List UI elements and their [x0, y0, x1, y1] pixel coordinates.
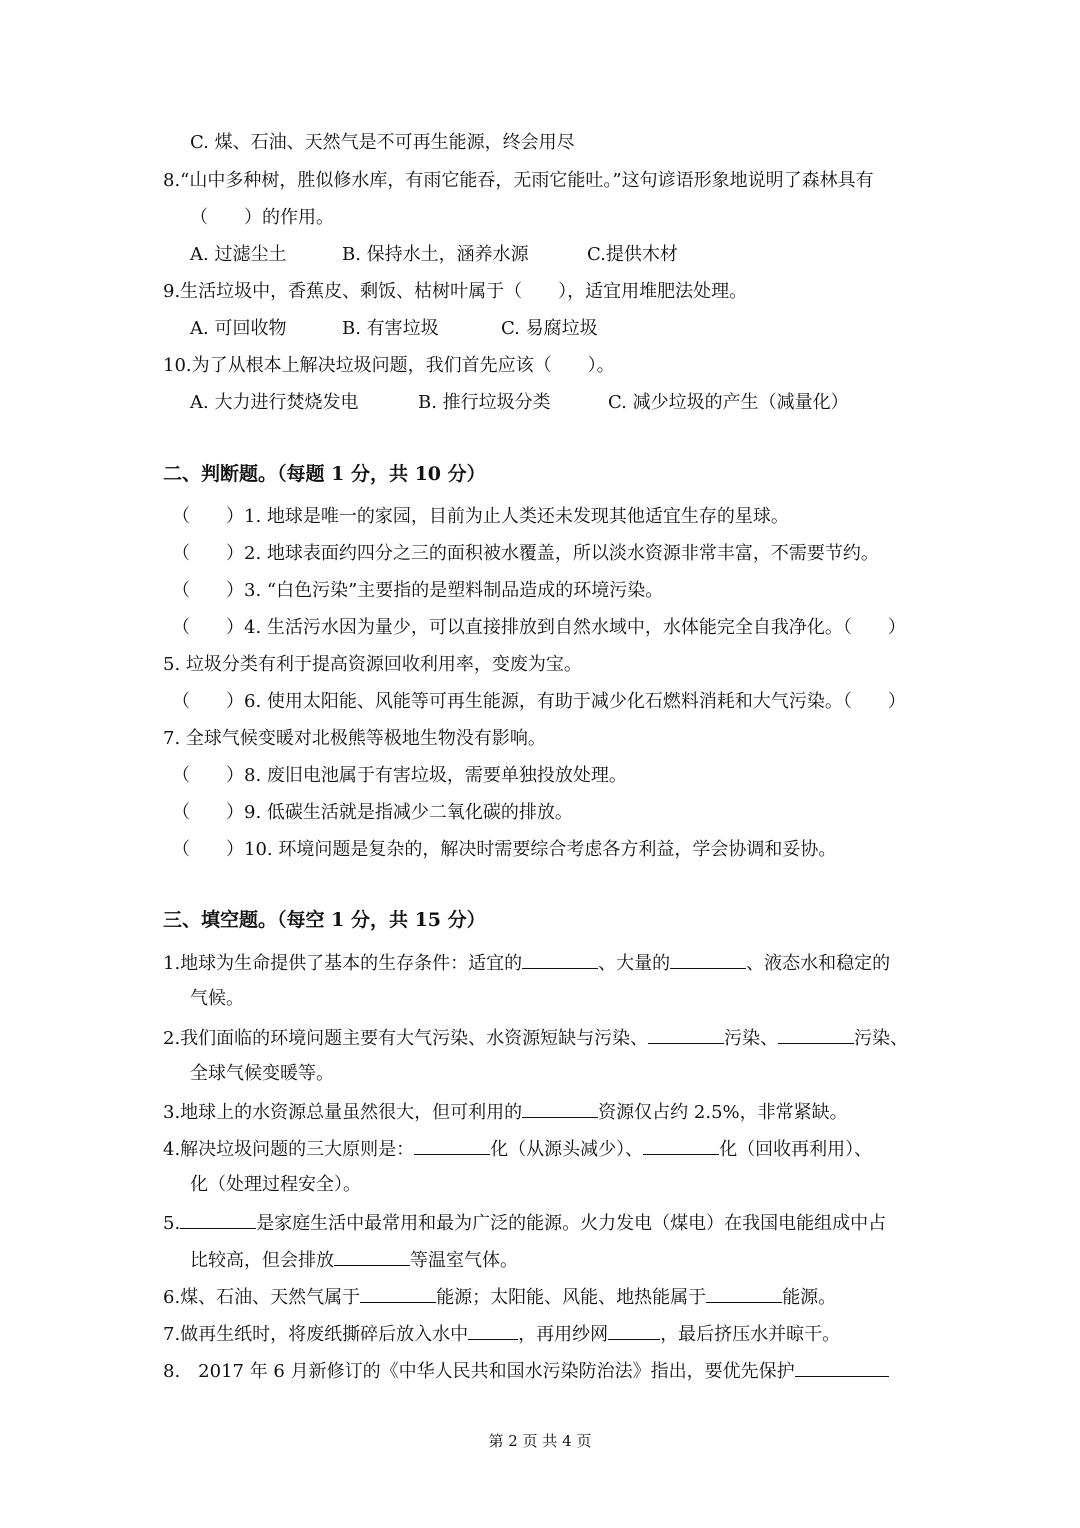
fill-q1-line1 [163, 950, 890, 976]
blank[interactable] [414, 1136, 490, 1155]
fill-q7-text-b: ，再用纱网 [518, 1324, 609, 1345]
fill-q5-text-c: 比较高，但会排放 [190, 1250, 334, 1271]
fill-q6-text-a: 6.煤、石油、天然气属于 [163, 1287, 361, 1308]
fill-q1-text-a: 1.地球为生命提供了基本的生存条件：适宜的 [163, 953, 523, 974]
fill-q4-line2: 化（处理过程安全）。 [190, 1174, 361, 1195]
blank[interactable] [795, 1358, 889, 1377]
fill-q7-text-a: 7.做再生纸时，将废纸撕碎后放入水中 [163, 1324, 469, 1345]
fill-q4-text-a: 4.解决垃圾问题的三大原则是： [163, 1139, 415, 1160]
q10-stem: 10.为了从根本上解决垃圾问题，我们首先应该（ ）。 [163, 355, 615, 376]
blank[interactable] [468, 1321, 518, 1340]
judge-item-1: （ ）1. 地球是唯一的家园，目前为止人类还未发现其他适宜生存的星球。 [172, 506, 789, 527]
section-heading-fill: 三、填空题。（每空 1 分，共 15 分） [163, 909, 486, 931]
blank[interactable] [670, 950, 746, 969]
q9-option-b: B. 有害垃圾 [342, 318, 439, 339]
q9-stem: 9.生活垃圾中，香蕉皮、剩饭、枯树叶属于（ ），适宜用堆肥法处理。 [163, 281, 748, 302]
fill-q5-line1 [163, 1210, 886, 1236]
fill-q2-line1 [163, 1025, 908, 1051]
fill-q1-text-b: 、大量的 [598, 953, 671, 974]
blank[interactable] [706, 1284, 782, 1303]
judge-item-6: （ ）6. 使用太阳能、风能等可再生能源，有助于减少化石燃料消耗和大气污染。（ ） [172, 691, 906, 712]
q9-option-a: A. 可回收物 [190, 318, 287, 339]
fill-q5-text-a: 5. [163, 1213, 181, 1234]
blank[interactable] [522, 950, 598, 969]
fill-q1-line2: 气候。 [190, 988, 244, 1009]
q10-option-a: A. 大力进行焚烧发电 [190, 392, 359, 413]
fill-q7-text-c: ，最后挤压水并晾干。 [660, 1324, 841, 1345]
q10-option-c: C. 减少垃圾的产生（减量化） [608, 392, 849, 413]
fill-q6 [163, 1284, 836, 1310]
q8-stem-line2: （ ）的作用。 [190, 207, 334, 228]
judge-item-10: （ ）10. 环境问题是复杂的，解决时需要综合考虑各方利益，学会协调和妥协。 [172, 839, 837, 860]
blank[interactable] [608, 1321, 660, 1340]
q8-option-c: C.提供木材 [587, 244, 678, 265]
fill-q4-line1 [163, 1136, 872, 1162]
judge-item-7: 7. 全球气候变暖对北极熊等极地生物没有影响。 [163, 728, 546, 749]
fill-q2-text-a: 2.我们面临的环境问题主要有大气污染、水资源短缺与污染、 [163, 1028, 649, 1049]
judge-item-8: （ ）8. 废旧电池属于有害垃圾，需要单独投放处理。 [172, 765, 627, 786]
fill-q2-line2: 全球气候变暖等。 [190, 1063, 334, 1084]
blank[interactable] [360, 1284, 436, 1303]
fill-q3-text-a: 3.地球上的水资源总量虽然很大，但可利用的 [163, 1102, 523, 1123]
q8-option-b: B. 保持水土，涵养水源 [342, 244, 529, 265]
q8-option-a: A. 过滤尘土 [190, 244, 287, 265]
judge-item-9: （ ）9. 低碳生活就是指减少二氧化碳的排放。 [172, 802, 573, 823]
fill-q6-text-c: 能源。 [782, 1287, 837, 1308]
blank[interactable] [778, 1025, 854, 1044]
blank[interactable] [334, 1247, 410, 1266]
fill-q5-text-b: 是家庭生活中最常用和最为广泛的能源。火力发电（煤电）在我国电能组成中占 [256, 1213, 887, 1234]
fill-q2-text-b: 污染、 [724, 1028, 779, 1049]
fill-q2-text-c: 污染、 [854, 1028, 909, 1049]
fill-q8-text-a: 8. 2017 年 6 月新修订的《中华人民共和国水污染防治法》指出，要优先保护 [163, 1361, 795, 1382]
fill-q3-text-b: 资源仅占约 2.5%，非常紧缺。 [598, 1102, 848, 1123]
blank[interactable] [648, 1025, 724, 1044]
fill-q5-line2 [190, 1247, 518, 1273]
q7-option-c: C. 煤、石油、天然气是不可再生能源，终会用尽 [190, 132, 575, 153]
judge-item-4: （ ）4. 生活污水因为量少，可以直接排放到自然水域中，水体能完全自我净化。（ ） [172, 617, 906, 638]
fill-q5-text-d: 等温室气体。 [410, 1250, 518, 1271]
fill-q1-text-c: 、液态水和稳定的 [746, 953, 891, 974]
fill-q3 [163, 1099, 848, 1125]
page-number-footer: 第 2 页 共 4 页 [488, 1432, 592, 1450]
blank[interactable] [180, 1210, 256, 1229]
q8-stem-line1: 8.“山中多种树，胜似修水库，有雨它能吞，无雨它能吐。”这句谚语形象地说明了森林具有 [163, 170, 874, 191]
blank[interactable] [522, 1099, 598, 1118]
fill-q6-text-b: 能源；太阳能、风能、地热能属于 [436, 1287, 707, 1308]
q10-option-b: B. 推行垃圾分类 [418, 392, 551, 413]
judge-item-2: （ ）2. 地球表面约四分之三的面积被水覆盖，所以淡水资源非常丰富，不需要节约。 [172, 543, 879, 564]
fill-q7 [163, 1321, 840, 1347]
judge-item-5: 5. 垃圾分类有利于提高资源回收利用率，变废为宝。 [163, 654, 582, 675]
fill-q4-text-c: 化（回收再利用）、 [719, 1139, 873, 1160]
fill-q8 [163, 1358, 889, 1384]
q9-option-c: C. 易腐垃圾 [501, 318, 598, 339]
section-heading-judge: 二、判断题。（每题 1 分，共 10 分） [163, 463, 486, 485]
fill-q4-text-b: 化（从源头减少）、 [490, 1139, 644, 1160]
blank[interactable] [643, 1136, 719, 1155]
judge-item-3: （ ）3. “白色污染”主要指的是塑料制品造成的环境污染。 [172, 580, 664, 601]
